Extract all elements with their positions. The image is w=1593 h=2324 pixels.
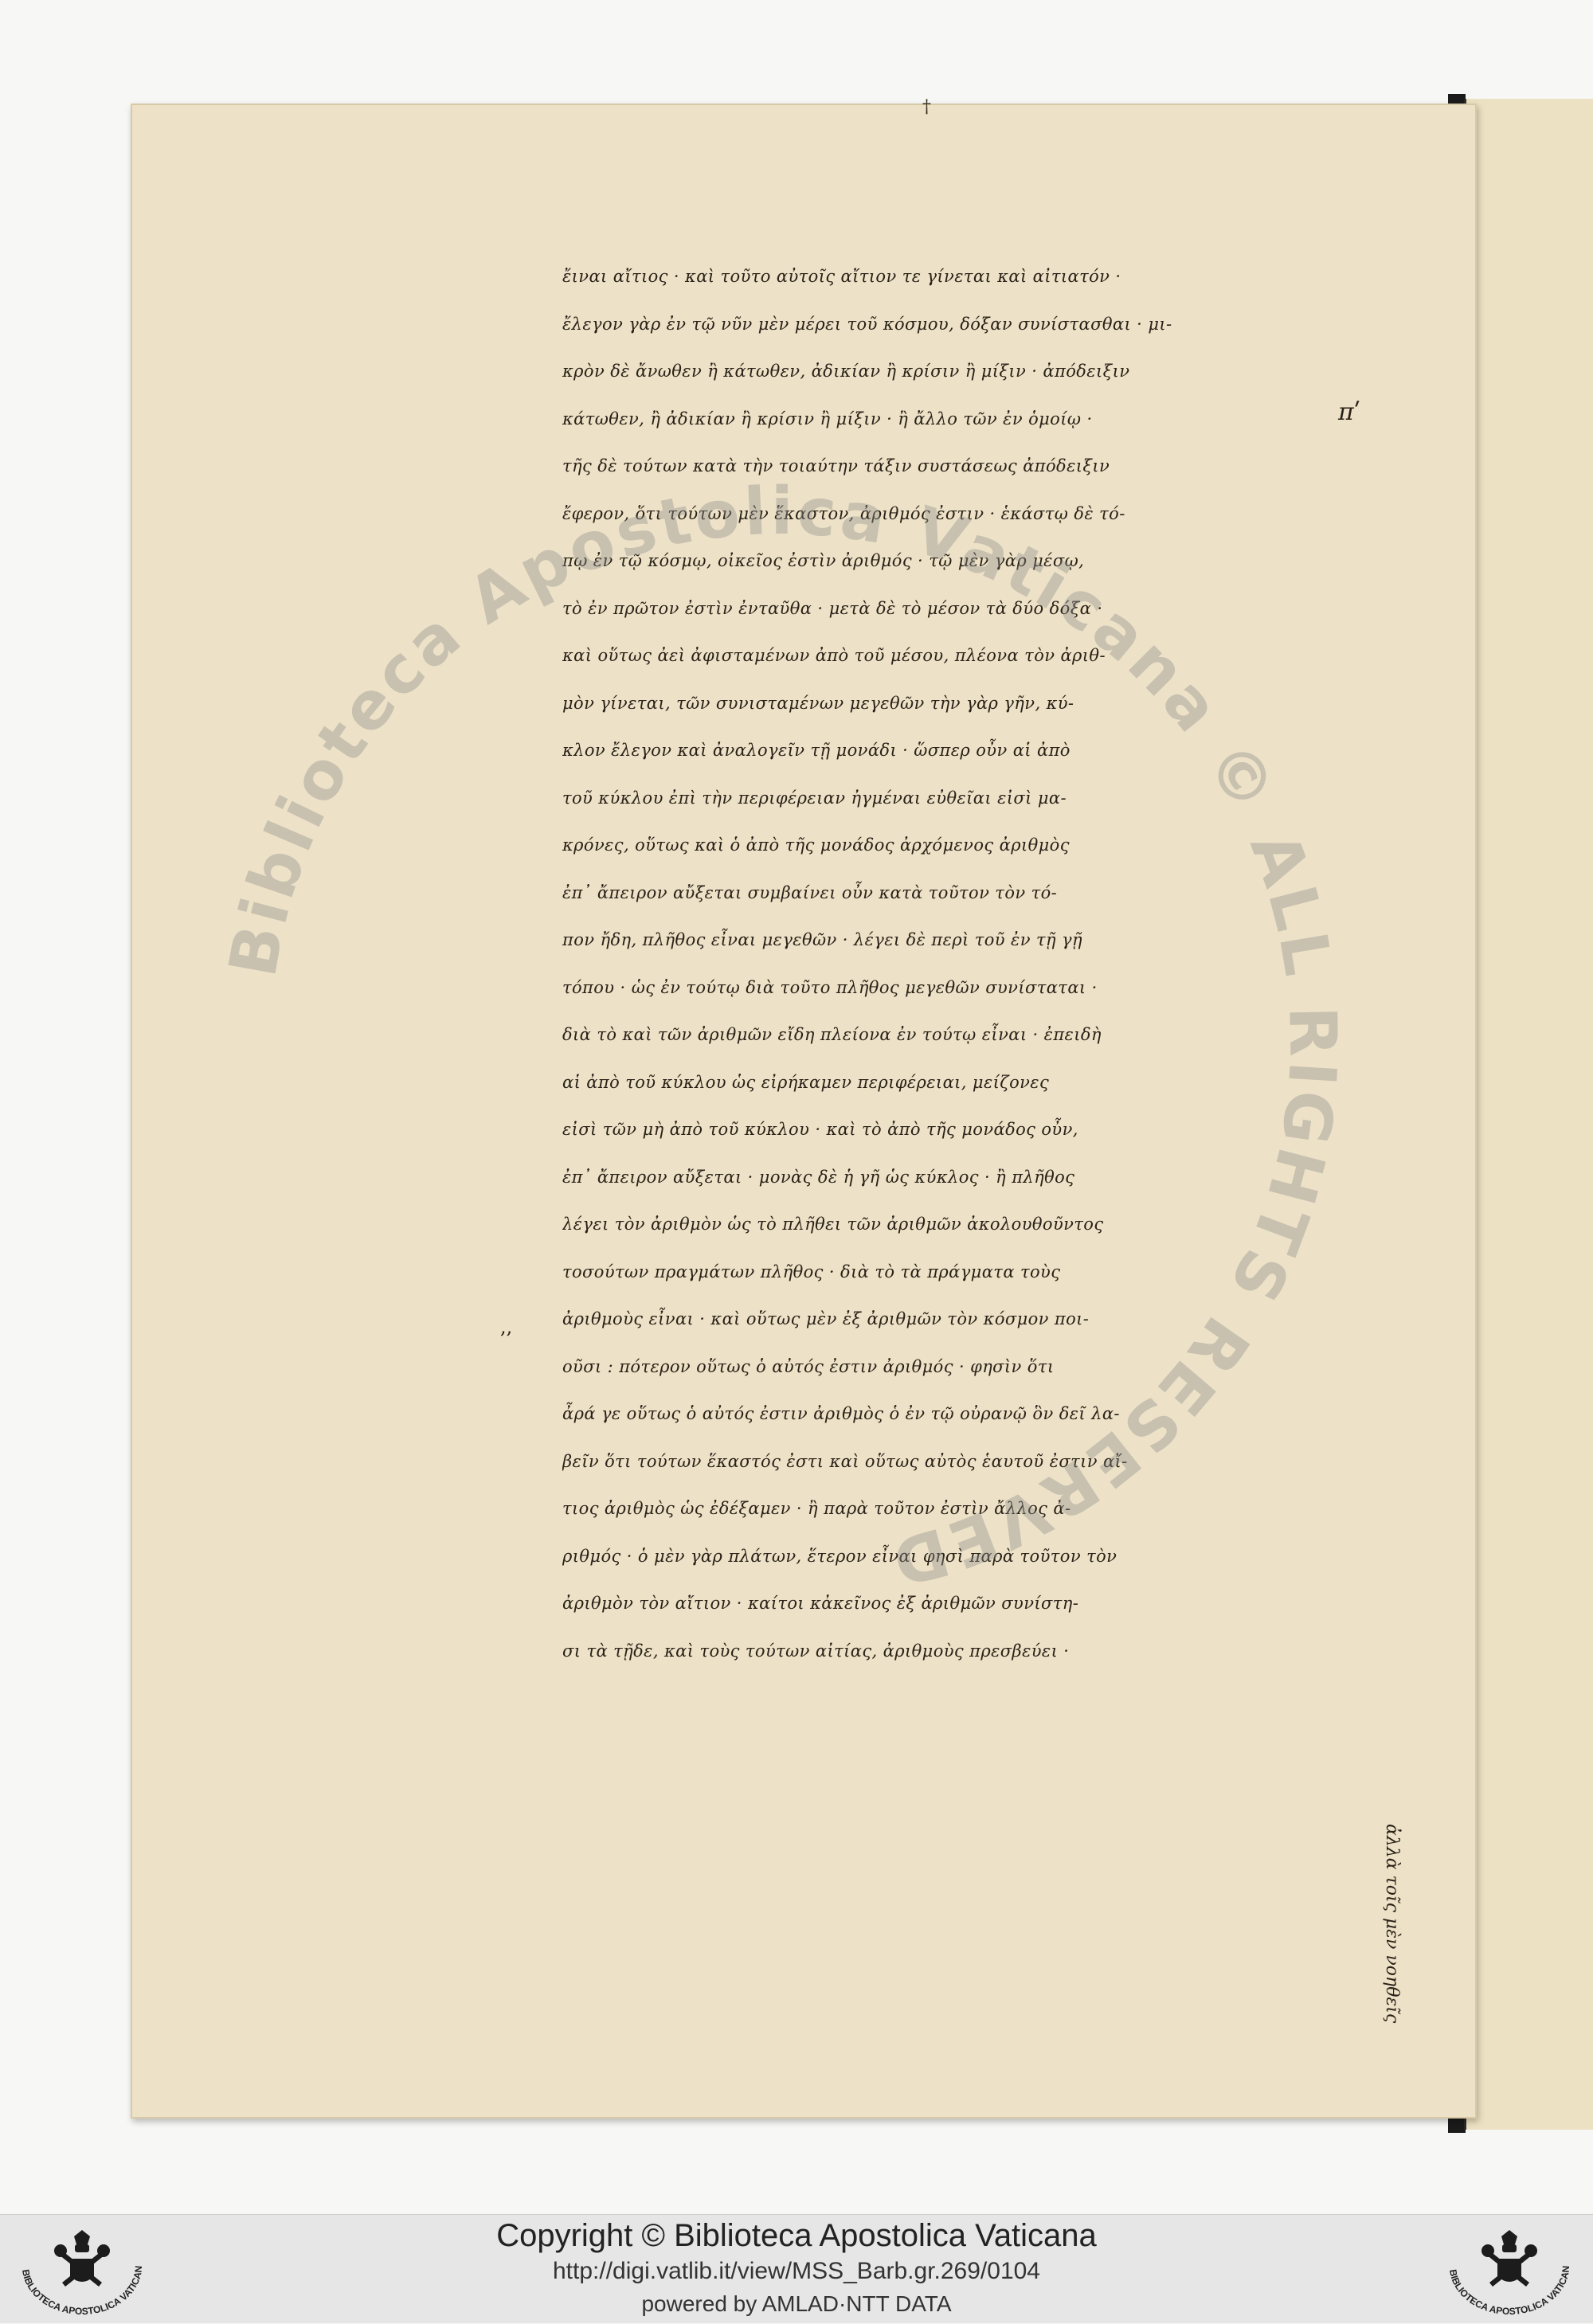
manuscript-line: ἆρά γε οὕτως ὁ αὐτός ἐστιν ἀριθμὸς ὁ ἐν τῷ οὐρανῷ ὃν δεῖ λα- xyxy=(562,1404,1120,1423)
manuscript-line: τόπου · ὡς ἐν τούτῳ διὰ τοῦτο πλῆθος μεγεθῶν συνίσταται · xyxy=(562,977,1098,997)
papal-keys-icon xyxy=(54,2230,110,2287)
margin-note-right: πʹ xyxy=(1338,398,1361,426)
manuscript-line: τιος ἀριθμὸς ὡς ἐδέξαμεν · ἢ παρὰ τοῦτον ἐστὶν ἄλλος ἀ- xyxy=(562,1499,1071,1518)
manuscript-line: πον ἤδη, πλῆθος εἶναι μεγεθῶν · λέγει δὲ περὶ τοῦ ἐν τῇ γῇ xyxy=(562,930,1082,949)
footer-bar xyxy=(0,2214,1593,2323)
manuscript-line: σι τὰ τῇδε, καὶ τοὺς τούτων αἰτίας, ἀριθμοὺς πρεσβεύει · xyxy=(562,1641,1070,1661)
manuscript-line: ἀριθμοὺς εἶναι · καὶ οὕτως μὲν ἐξ ἀριθμῶν τὸν κόσμον ποι- xyxy=(562,1309,1090,1328)
manuscript-line: ἔφερον, ὅτι τούτων μὲν ἕκαστον, ἀριθμός ἐστιν · ἑκάστῳ δὲ τό- xyxy=(562,503,1125,523)
manuscript-line: ἔλεγον γὰρ ἐν τῷ νῦν μὲν μέρει τοῦ κόσμου, δόξαν συνίστασθαι · μι- xyxy=(562,314,1172,334)
manuscript-line: ἐπ᾿ ἄπειρον αὔξεται · μονὰς δὲ ἡ γῆ ὡς κύκλος · ἢ πλῆθος xyxy=(562,1167,1075,1187)
watermark-text: Biblioteca Apostolica Vaticana © ALL RIGHTS RESERVED xyxy=(215,473,1351,1601)
margin-note-left: ,, xyxy=(500,1316,513,1338)
manuscript-line: ἀριθμὸν τὸν αἴτιον · καίτοι κἀκεῖνος ἐξ ἀριθμῶν συνίστη- xyxy=(562,1594,1079,1613)
source-url-link[interactable]: http://digi.vatlib.it/view/MSS_Barb.gr.269/0104 xyxy=(552,2258,1040,2284)
manuscript-line: ἔιναι αἴτιος · καὶ τοῦτο αὐτοῖς αἴτιον τε γίνεται καὶ αἰτιατόν · xyxy=(562,267,1121,286)
folio-mark: † xyxy=(922,97,931,117)
manuscript-line: κρόνες, οὕτως καὶ ὁ ἀπὸ τῆς μονάδος ἀρχόμενος ἀριθμὸς xyxy=(562,835,1070,855)
manuscript-line: αἱ ἀπὸ τοῦ κύκλου ὡς εἰρήκαμεν περιφέρειαι, μείζονες xyxy=(562,1072,1050,1092)
manuscript-line: τοσούτων πραγμάτων πλῆθος · διὰ τὸ τὰ πράγματα τοὺς xyxy=(562,1262,1061,1281)
library-emblem-left xyxy=(6,2219,158,2321)
emblem-label-left: BIBLIOTECA APOSTOLICA VATICAN xyxy=(20,2265,145,2318)
manuscript-line: ριθμός · ὁ μὲν γὰρ πλάτων, ἕτερον εἶναι φησὶ παρὰ τοῦτον τὸν xyxy=(562,1546,1117,1566)
papal-keys-icon xyxy=(1481,2230,1537,2287)
manuscript-line: κρὸν δὲ ἄνωθεν ἢ κάτωθεν, ἀδικίαν ἢ κρίσιν ἢ μίξιν · ἀπόδειξιν xyxy=(562,362,1130,381)
manuscript-line: κάτωθεν, ἢ ἀδικίαν ἢ κρίσιν ἢ μίξιν · ἢ ἄλλο τῶν ἐν ὁμοίῳ · xyxy=(562,409,1093,428)
emblem-label-right: BIBLIOTECA APOSTOLICA VATICAN xyxy=(1447,2265,1572,2318)
library-emblem-right xyxy=(1434,2219,1585,2321)
manuscript-line: εἰσὶ τῶν μὴ ἀπὸ τοῦ κύκλου · καὶ τὸ ἀπὸ τῆς μονάδος οὖν, xyxy=(562,1120,1078,1139)
manuscript-line: βεῖν ὅτι τούτων ἕκαστός ἐστι καὶ οὕτως αὐτὸς ἑαυτοῦ ἐστιν αἴ- xyxy=(562,1451,1128,1471)
powered-by-text: powered by AMLAD·NTT DATA xyxy=(641,2291,952,2316)
manuscript-line: οῦσι : πότερον οὕτως ὁ αὐτός ἐστιν ἀριθμός · φησὶν ὅτι xyxy=(562,1356,1055,1376)
manuscript-line: κλον ἔλεγον καὶ ἀναλογεῖν τῇ μονάδι · ὥσπερ οὖν αἱ ἀπὸ xyxy=(562,741,1070,760)
manuscript-line: διὰ τὸ καὶ τῶν ἀριθμῶν εἴδη πλείονα ἐν τούτῳ εἶναι · ἐπειδὴ xyxy=(562,1025,1102,1044)
manuscript-line: τὸ ἐν πρῶτον ἐστὶν ἐνταῦθα · μετὰ δὲ τὸ μέσον τὰ δύο δόξα · xyxy=(562,598,1103,618)
manuscript-line: καὶ οὕτως ἀεὶ ἀφισταμένων ἀπὸ τοῦ μέσου, πλέονα τὸν ἀριθ- xyxy=(562,646,1106,665)
manuscript-line: λέγει τὸν ἀριθμὸν ὡς τὸ πλῆθει τῶν ἀριθμῶν ἀκολουθοῦντος xyxy=(562,1215,1104,1234)
manuscript-line: τοῦ κύκλου ἐπὶ τὴν περιφέρειαν ἠγμέναι εὐθεῖαι εἰσὶ μα- xyxy=(562,788,1067,808)
manuscript-line: μὸν γίνεται, τῶν συνισταμένων μεγεθῶν τὴν γὰρ γῆν, κύ- xyxy=(562,693,1074,713)
manuscript-line: πῳ ἐν τῷ κόσμῳ, οἰκεῖος ἐστὶν ἀριθμός · τῷ μὲν γὰρ μέσῳ, xyxy=(562,551,1085,570)
copyright-text: Copyright © Biblioteca Apostolica Vaticana xyxy=(496,2218,1097,2253)
manuscript-line: ἐπ᾿ ἄπειρον αὔξεται συμβαίνει οὖν κατὰ τοῦτον τὸν τό- xyxy=(562,882,1058,902)
facing-leaf xyxy=(1464,99,1593,2130)
manuscript-line: τῆς δὲ τούτων κατὰ τὴν τοιαύτην τάξιν συστάσεως ἀπόδειξιν xyxy=(562,456,1110,475)
catchword: ἀλλὰ τοῖς μὲν νοηθεῖς xyxy=(1382,1824,1402,2024)
manuscript-text xyxy=(562,253,1359,1675)
